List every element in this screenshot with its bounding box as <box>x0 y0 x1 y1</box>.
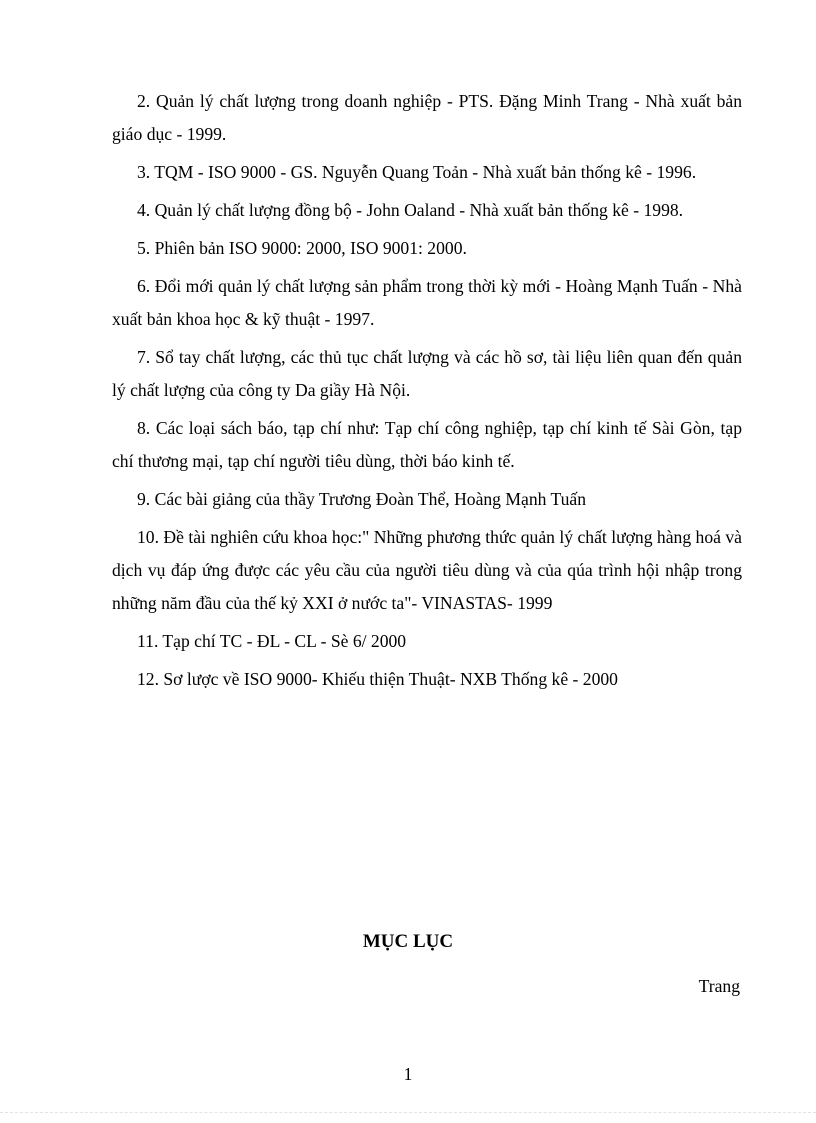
toc-title: MỤC LỤC <box>362 931 454 952</box>
toc-page-column-label: Trang <box>698 976 740 996</box>
reference-item: 10. Đề tài nghiên cứu khoa học:" Những phương thức quản lý chất lượng hàng hoá và dịch vụ đáp ứng được các yêu cầu của người tiêu dùng và của qúa trình hội nhập trong những năm đầu của thế kỷ XXI ở nước ta"- VINASTAS- 1999 <box>112 527 742 613</box>
reference-item: 7. Sổ tay chất lượng, các thủ tục chất lượng và các hồ sơ, tài liệu liên quan đến quản lý chất lượng của công ty Da giầy Hà Nội. <box>112 347 742 400</box>
reference-item: 3. TQM - ISO 9000 - GS. Nguyễn Quang Toản - Nhà xuất bản thống kê - 1996. <box>137 162 697 182</box>
page-number: 1 <box>403 1064 413 1084</box>
reference-item: 11. Tạp chí TC - ĐL - CL - Sè 6/ 2000 <box>137 631 407 651</box>
reference-item: 2. Quản lý chất lượng trong doanh nghiệp - PTS. Đặng Minh Trang - Nhà xuất bản giáo dục - 1999. <box>112 91 742 144</box>
page-bottom-edge <box>0 1112 816 1113</box>
reference-item: 5. Phiên bản ISO 9000: 2000, ISO 9001: 2000. <box>137 238 467 258</box>
reference-item: 8. Các loại sách báo, tạp chí như: Tạp chí công nghiệp, tạp chí kinh tế Sài Gòn, tạp chí thương mại, tạp chí người tiêu dùng, thời báo kinh tế. <box>112 418 742 471</box>
reference-list <box>112 85 742 701</box>
reference-item: 4. Quản lý chất lượng đồng bộ - John Oaland - Nhà xuất bản thống kê - 1998. <box>137 200 684 220</box>
reference-item: 9. Các bài giảng của thầy Trương Đoàn Thể, Hoàng Mạnh Tuấn <box>137 489 587 509</box>
reference-item: 12. Sơ lược về ISO 9000- Khiếu thiện Thuật- NXB Thống kê - 2000 <box>137 669 618 689</box>
reference-item: 6. Đổi mới quản lý chất lượng sản phẩm trong thời kỳ mới - Hoàng Mạnh Tuấn - Nhà xuất bản khoa học & kỹ thuật - 1997. <box>112 276 742 329</box>
